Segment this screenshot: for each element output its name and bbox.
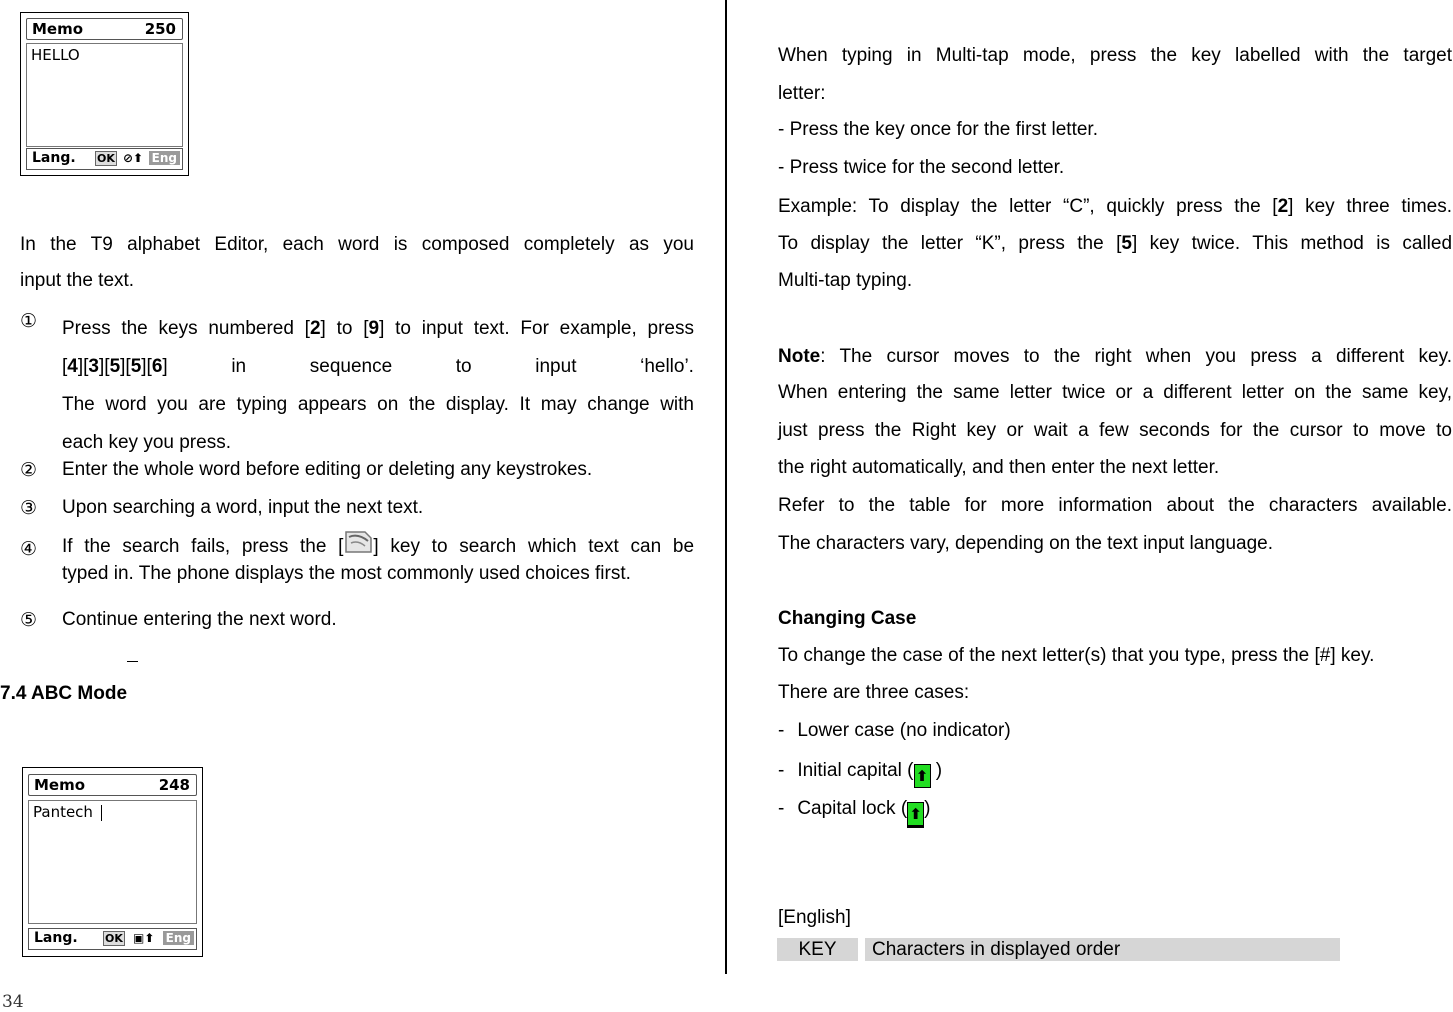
screen-title: Memo (34, 776, 86, 794)
section-title: 7.4 ABC Mode (0, 683, 128, 704)
screen-text-area (28, 800, 197, 924)
char-count: 248 (158, 776, 190, 794)
lang-softkey: Lang. (32, 150, 76, 166)
step-1-line-1: Press the keys numbered [2] to [9] to input text. For example, press (62, 318, 694, 339)
multitap-intro-cont: letter: (778, 83, 826, 104)
step-4-line-1: If the search fails, press the [ ] key to search which text can be (62, 528, 694, 566)
screen-softkeys (26, 148, 183, 170)
section-mark (127, 661, 138, 662)
changing-case-title: Changing Case (778, 608, 917, 629)
t9-intro-cont: input the text. (20, 270, 135, 291)
screen-title: Memo (32, 20, 84, 38)
search-key-icon (343, 529, 373, 555)
note-line-1: Note: The cursor moves to the right when you press a different key. (778, 346, 1452, 367)
example-line-1: Example: To display the letter “C”, quickly press the [2] key three times. (778, 196, 1452, 217)
step-1-line-2: [4][3][5][5][6] in sequence to input ‘hello’. (62, 356, 694, 377)
table-header-characters: Characters in displayed order (865, 938, 1340, 961)
initial-capital-icon: ⬆ (914, 764, 931, 788)
screen-text: Pantech (33, 803, 93, 821)
english-label: [English] (778, 907, 851, 928)
char-count: 250 (144, 20, 176, 38)
ok-icon: OK (105, 932, 123, 945)
phone-screen-memo-hello (20, 12, 189, 176)
step-5: ⑤ Continue entering the next word. (20, 609, 337, 631)
step-2: ② Enter the whole word before editing or deleting any keystrokes. (20, 459, 593, 481)
column-divider (725, 0, 727, 974)
page-number: 34 (2, 992, 24, 1012)
refer-line-1: Refer to the table for more information about the characters available. (778, 495, 1452, 516)
screen-header (26, 18, 183, 40)
screen-text: HELLO (31, 46, 80, 64)
three-cases: There are three cases: (778, 682, 970, 703)
lang-softkey: Lang. (34, 930, 78, 946)
note-line-4: the right automatically, and then enter the next letter. (778, 457, 1220, 478)
case-lower: - Lower case (no indicator) (778, 720, 1011, 741)
t9-mode-icon: ⊘⬆ (123, 151, 144, 165)
note-line-3: just press the Right key or wait a few seconds for the cursor to move to (778, 420, 1452, 441)
phone-screen-memo-pantech (22, 767, 203, 957)
capital-lock-icon: ⬆ (907, 802, 924, 828)
multitap-intro: When typing in Multi-tap mode, press the key labelled with the target (778, 45, 1452, 66)
t9-intro: In the T9 alphabet Editor, each word is composed completely as you (20, 234, 694, 255)
step-4: ④ If the search fails, press the [ ] key to search which text can be typed in. The phone displays the most commonly used choices first. (20, 528, 694, 598)
step-3: ③ Upon searching a word, input the next text. (20, 497, 424, 519)
table-header-key: KEY (777, 938, 858, 961)
press-first: - Press the key once for the first letter. (778, 119, 1098, 140)
step-1 (20, 310, 694, 460)
ok-icon: OK (97, 152, 115, 165)
example-line-2: To display the letter “K”, press the [5] key twice. This method is called (778, 233, 1453, 254)
eng-indicator: Eng (163, 931, 194, 945)
screen-text-area (26, 43, 183, 147)
step-1-line-4: each key you press. (62, 432, 231, 453)
step-4-line-2: typed in. The phone displays the most commonly used choices first. (62, 563, 631, 584)
case-capital-lock: - Capital lock ( ⬆ ) (778, 790, 930, 828)
step-1-line-3: The word you are typing appears on the display. It may change with (62, 394, 694, 415)
note-line-2: When entering the same letter twice or a different letter on the same key, (778, 382, 1452, 403)
refer-line-2: The characters vary, depending on the text input language. (778, 533, 1274, 554)
text-cursor (101, 805, 102, 821)
step-marker: ① (20, 310, 38, 332)
change-case-line: To change the case of the next letter(s) that you type, press the [#] key. (778, 645, 1375, 666)
press-second: - Press twice for the second letter. (778, 157, 1065, 178)
screen-header (28, 774, 197, 796)
case-initial-capital: - Initial capital ( ⬆ ) (778, 752, 942, 790)
screen-softkeys (28, 928, 197, 950)
abc-mode-icon: ▣⬆ (133, 931, 155, 945)
eng-indicator: Eng (149, 151, 180, 165)
example-line-3: Multi-tap typing. (778, 270, 913, 291)
